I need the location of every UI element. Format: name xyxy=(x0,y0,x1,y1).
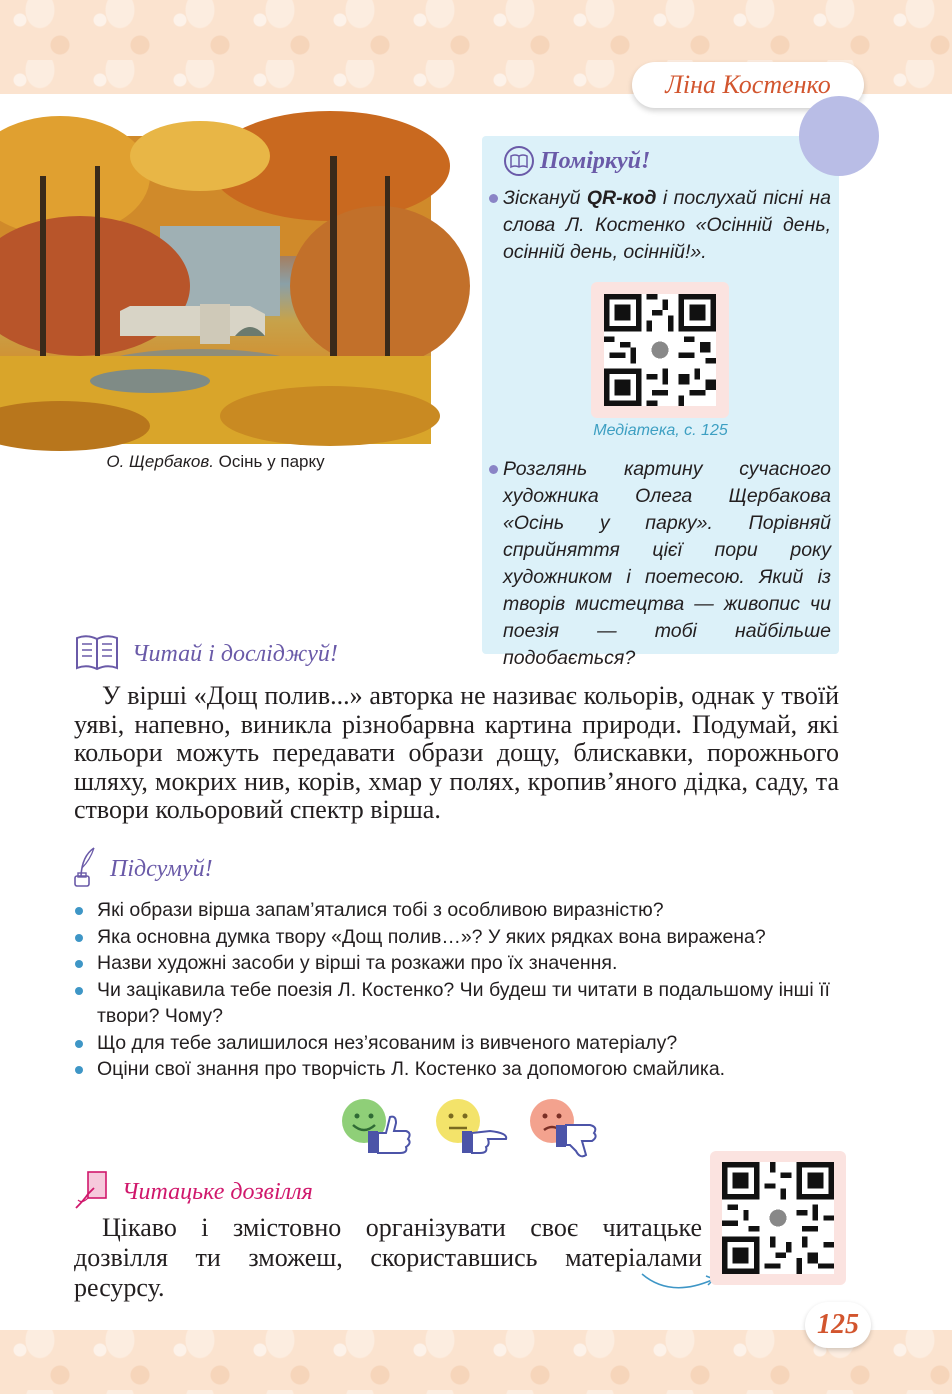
painting-caption-author: О. Щербаков. xyxy=(106,452,214,471)
bullet xyxy=(489,194,498,203)
qr-code-icon xyxy=(722,1162,834,1274)
painting-caption-title: Осінь у парку xyxy=(218,452,325,471)
list-item: Назви художні засоби у вірші та розкажи про їх значення. xyxy=(74,950,844,977)
page-number-badge xyxy=(805,1302,871,1348)
open-book-icon xyxy=(504,146,534,176)
list-item: Чи зацікавила тебе поезія Л. Костенко? Чи будеш ти читати в подальшому інші її твори? Чому? xyxy=(74,977,844,1030)
read-explore-title: Читай і досліджуй! xyxy=(132,641,338,667)
author-name: Ліна Костенко xyxy=(665,70,831,99)
reflect-item-painting xyxy=(491,456,831,672)
reflect-item1-pre: Зіскануй xyxy=(503,187,587,209)
reflect-item1-bold: QR-код xyxy=(586,187,657,209)
qr-code-icon xyxy=(604,294,716,406)
happy-smiley-thumbs-up-icon xyxy=(342,1099,410,1153)
list-item: Оціни свої знання про творчість Л. Костенко за допомогою смайлика. xyxy=(74,1056,844,1083)
qr-code-resource[interactable] xyxy=(710,1151,846,1285)
quill-inkwell-icon xyxy=(72,846,98,893)
qr-caption: Медіатека, с. 125 xyxy=(593,422,728,439)
arrow-to-qr-icon xyxy=(640,1268,720,1294)
qr-code-mediateka[interactable] xyxy=(591,282,729,418)
summary-header xyxy=(72,846,213,893)
reflect-title: Поміркуй! xyxy=(540,147,651,174)
list-item: Які образи вірша запам’яталися тобі з особливою виразністю? xyxy=(74,897,844,924)
reading-leisure-text: Цікаво і змістовно організувати своє читацьке дозвілля ти зможеш, скориставшись матеріалами ресурсу. xyxy=(74,1213,702,1302)
reading-leisure-title: Читацьке дозвілля xyxy=(122,1179,313,1205)
read-explore-header xyxy=(74,632,338,677)
open-book-icon xyxy=(74,632,120,677)
painting-autumn-in-park xyxy=(0,136,431,444)
reflect-header xyxy=(504,146,650,176)
reflect-item-qr xyxy=(491,185,831,266)
footer-ornament-band xyxy=(0,1330,952,1394)
reading-leisure-header xyxy=(74,1170,313,1215)
list-item: Що для тебе залишилося нез’ясованим із вивченого матеріалу? xyxy=(74,1030,844,1057)
decorative-corner xyxy=(799,96,879,176)
bullet xyxy=(489,465,498,474)
read-explore-text: У вірші «Дощ полив...» авторка не називає кольорів, однак у твоїй уяві, напевно, виникла різнобарвна картина природи. Подумай, які кольори можуть передавати образи дощу, блискавки, порожнього шляху, мокрих нив, корів, хмар у полях, кропив’яного дідка, саду, та створи кольоровий спектр вірша. xyxy=(74,681,839,824)
reflect-item2-text: Розглянь картину сучасного художника Олега Щербакова «Осінь у парку». Порівняй сприйняття цієї пори року художником і поетесою. Який із творів мистецтва — живопис чи поезія — тобі найбільше подобається? xyxy=(503,458,831,669)
painting-caption xyxy=(0,452,431,472)
reflect-item1-post: і послухай пісні на слова Л. Костенко «Осінній день, осінній день, осінній!». xyxy=(503,187,831,263)
page-number: 125 xyxy=(817,1309,859,1340)
notebook-pen-icon xyxy=(74,1170,110,1215)
self-assessment-smileys xyxy=(340,1097,610,1161)
list-item: Яка основна думка твору «Дощ полив…»? У яких рядках вона виражена? xyxy=(74,924,844,951)
summary-list xyxy=(74,897,844,1083)
reflect-box xyxy=(482,136,839,669)
neutral-smiley-point-icon xyxy=(436,1099,506,1153)
sad-smiley-thumbs-down-icon xyxy=(530,1099,596,1156)
summary-title: Підсумуй! xyxy=(110,856,213,882)
